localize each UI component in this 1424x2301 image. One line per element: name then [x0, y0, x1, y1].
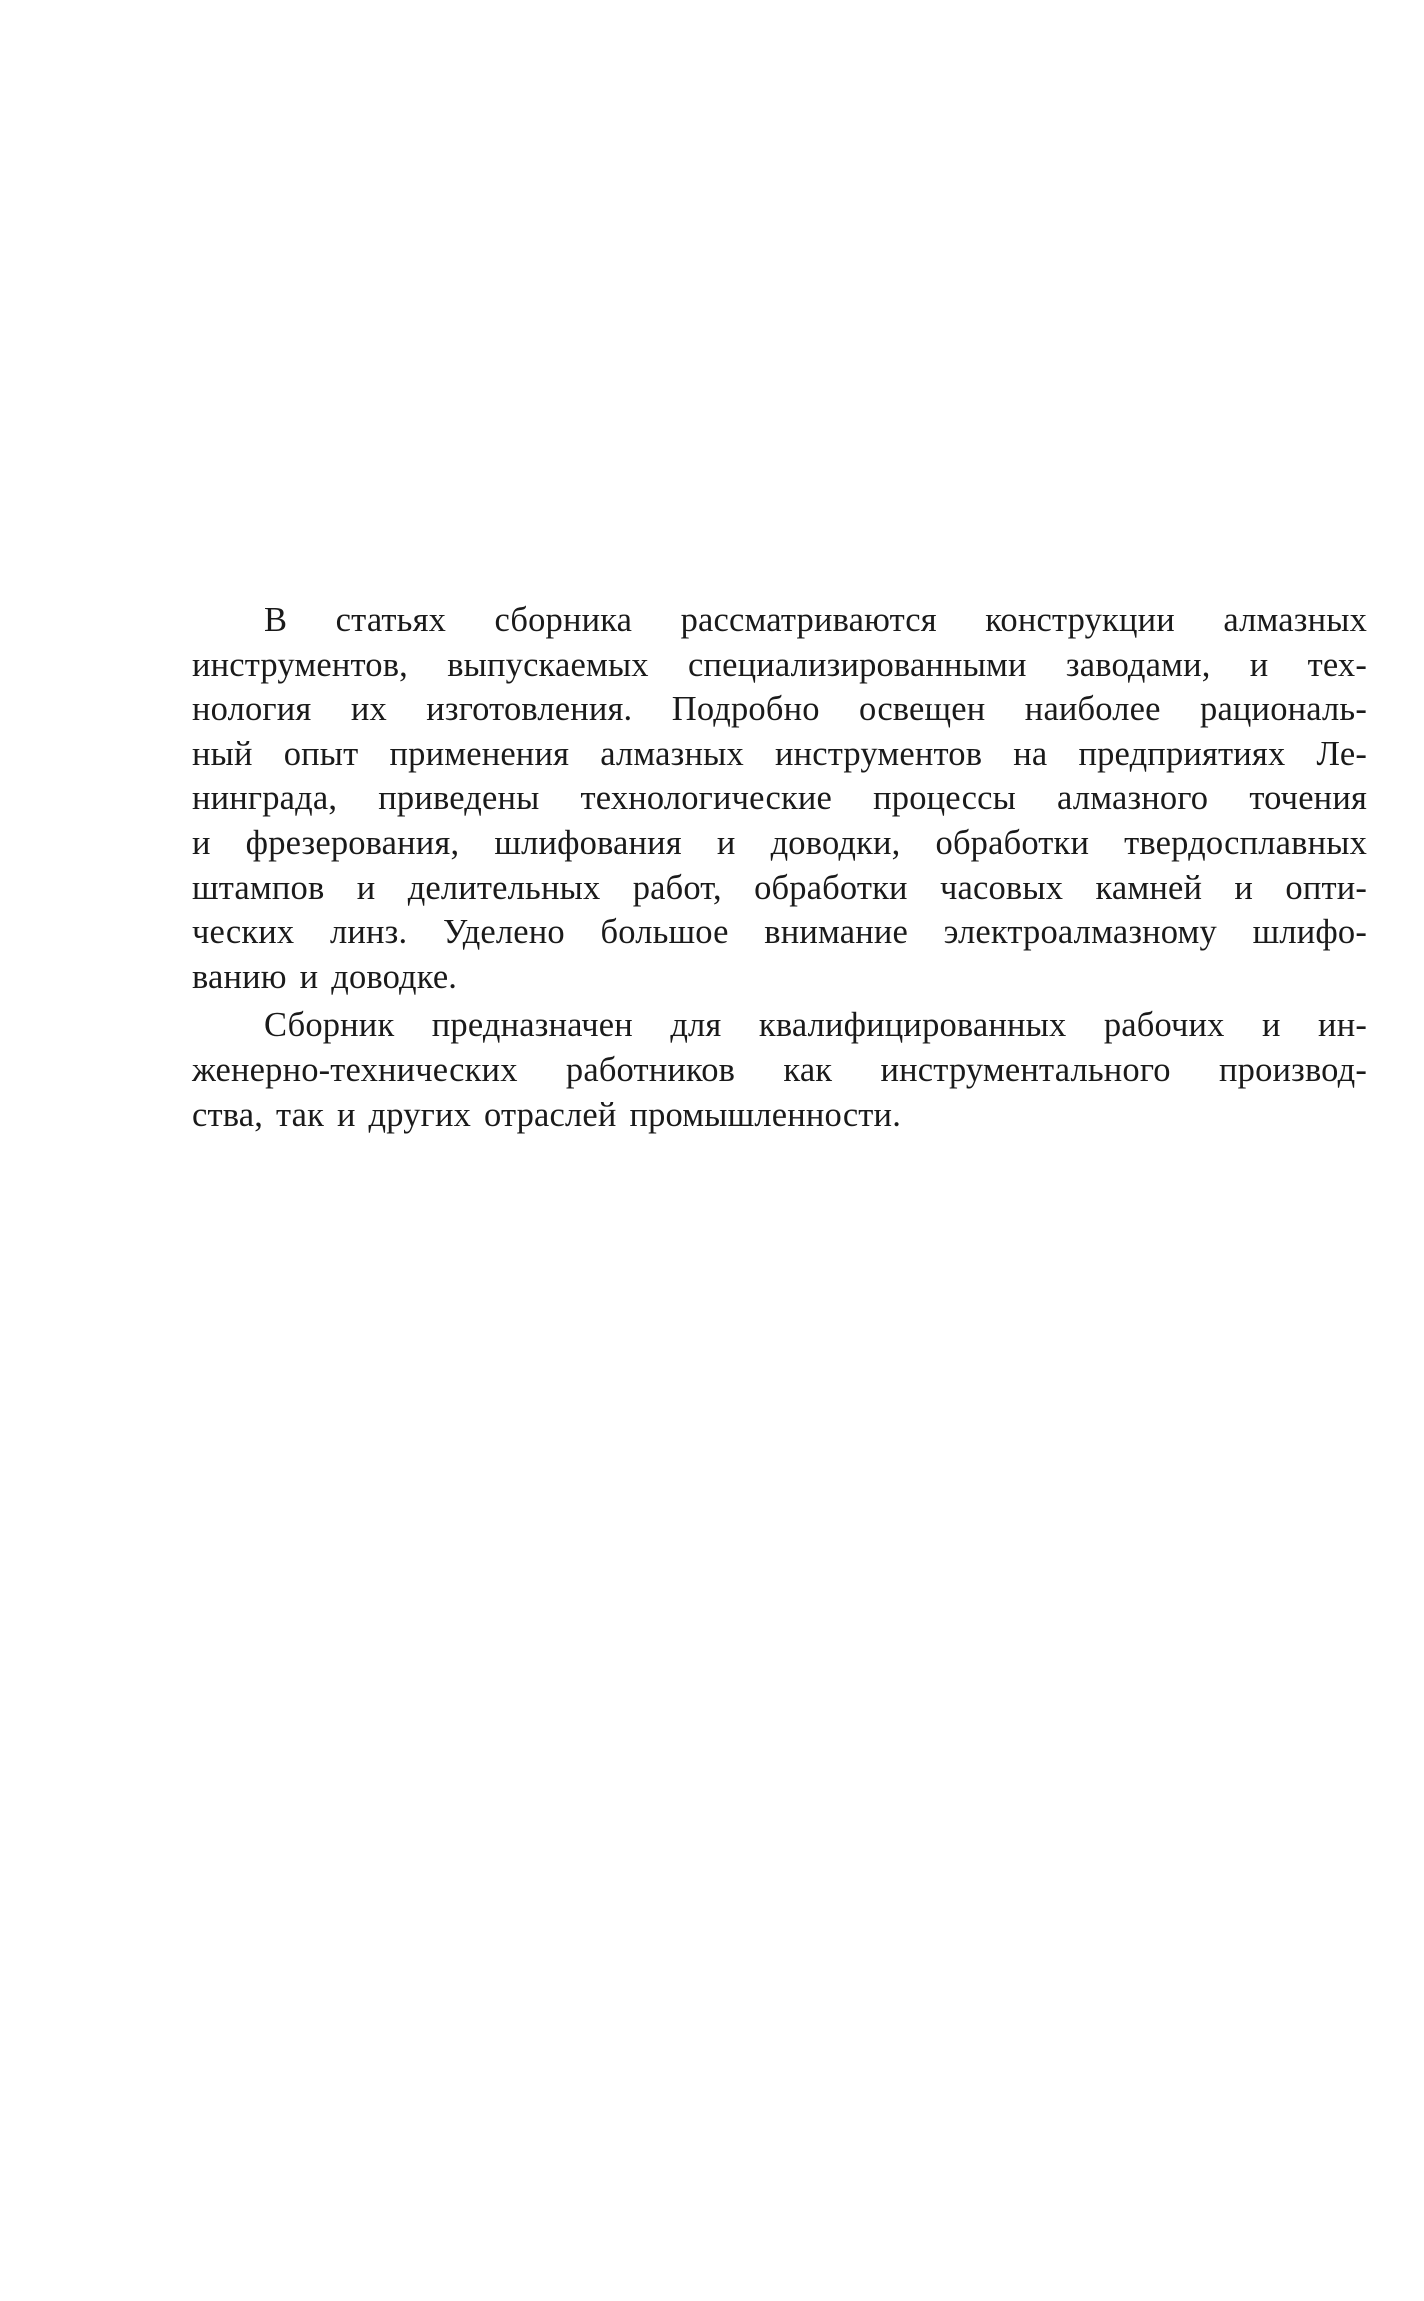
text-line: ванию и доводке. — [192, 957, 458, 996]
text-line: и фрезерования, шлифования и доводки, обработки твердосплавных — [192, 823, 1367, 862]
text-line: нинграда, приведены технологические процессы алмазного точения — [192, 779, 1367, 818]
annotation-paragraph-2 — [192, 1003, 1367, 1137]
text-line: ческих линз. Уделено большое внимание электроалмазному шлифо- — [192, 913, 1367, 952]
text-line: инструментов, выпускаемых специализированными заводами, и тех- — [192, 645, 1367, 684]
text-line: нология их изготовления. Подробно освещен наиболее рациональ- — [192, 690, 1367, 729]
text-line: штампов и делительных работ, обработки часовых камней и опти- — [192, 868, 1367, 907]
text-line: ный опыт применения алмазных инструментов на предприятиях Ле- — [192, 734, 1367, 773]
text-line: В статьях сборника рассматриваются конструкции алмазных — [264, 601, 1367, 639]
annotation-paragraph-1 — [192, 598, 1367, 999]
text-line: женерно-технических работников как инструментального производ- — [192, 1050, 1367, 1089]
text-line: Сборник предназначен для квалифицированных рабочих и ин- — [264, 1006, 1367, 1045]
annotation-text-block — [192, 598, 1367, 1137]
text-line: ства, так и других отраслей промышленности. — [192, 1095, 901, 1134]
